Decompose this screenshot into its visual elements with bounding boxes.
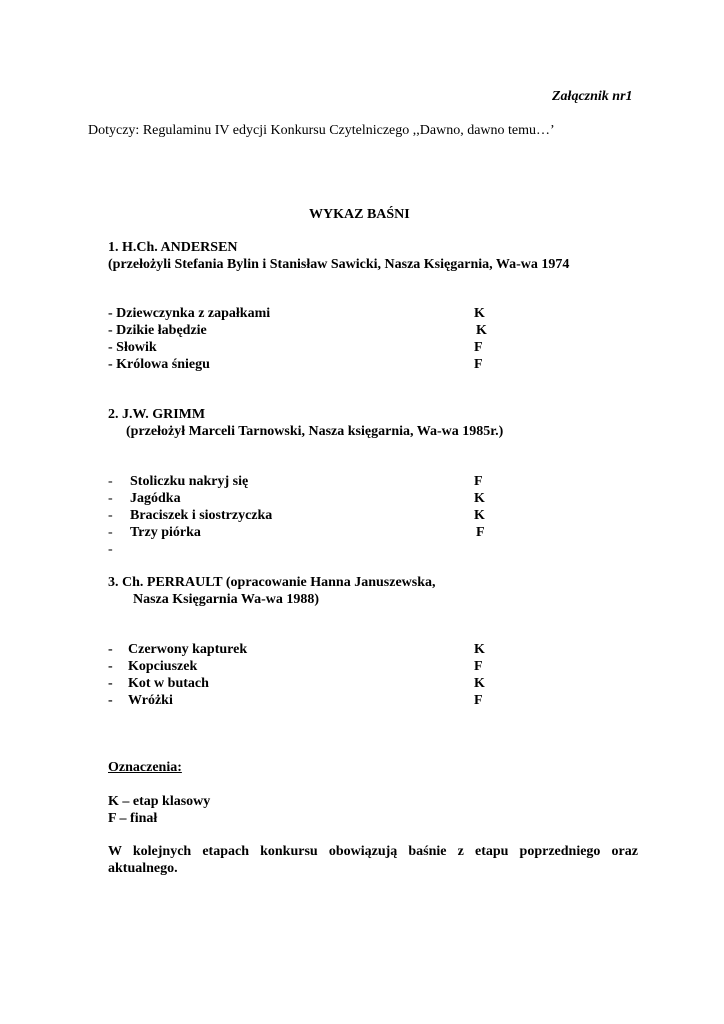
section-heading: 3. Ch. PERRAULT (opracowanie Hanna Januszewska,	[108, 575, 436, 590]
section-subheading: (przełożyli Stefania Bylin i Stanisław Sawicki, Nasza Księgarnia, Wa-wa 1974	[108, 257, 570, 272]
list-bullet: -	[108, 642, 113, 657]
list-item-stage: F	[474, 357, 483, 372]
list-item-stage: F	[474, 340, 483, 355]
list-item-stage: K	[474, 491, 485, 506]
list-bullet: -	[108, 693, 113, 708]
closing-note: W kolejnych etapach konkursu obowiązują baśnie z etapu poprzedniego oraz aktualnego.	[108, 844, 638, 876]
list-item-stage: K	[474, 642, 485, 657]
list-bullet: -	[108, 676, 113, 691]
list-item-stage: K	[474, 508, 485, 523]
list-item-stage: F	[474, 659, 483, 674]
list-item-stage: F	[474, 693, 483, 708]
list-item-stage: F	[474, 474, 483, 489]
list-item-stage: F	[476, 525, 485, 540]
concerning-line: Dotyczy: Regulaminu IV edycji Konkursu Czytelniczego ,,Dawno, dawno temu…’	[88, 123, 555, 138]
list-item-label: Wróżki	[128, 693, 173, 708]
list-item-label: - Słowik	[108, 340, 157, 355]
list-item-label: Czerwony kapturek	[128, 642, 248, 657]
annex-label: Załącznik nr1	[552, 89, 633, 104]
legend-f: F – finał	[108, 811, 158, 826]
list-item-label: - Królowa śniegu	[108, 357, 210, 372]
legend-heading: Oznaczenia:	[108, 760, 182, 775]
section-subheading: Nasza Księgarnia Wa-wa 1988)	[133, 592, 320, 607]
list-bullet: -	[108, 542, 113, 557]
list-item-label: Braciszek i siostrzyczka	[130, 508, 273, 523]
list-bullet: -	[108, 525, 113, 540]
list-bullet: -	[108, 474, 113, 489]
section-heading: 1. H.Ch. ANDERSEN	[108, 240, 238, 255]
section-heading: 2. J.W. GRIMM	[108, 407, 206, 422]
document-title: WYKAZ BAŚNI	[309, 207, 410, 222]
list-item-label: Kopciuszek	[128, 659, 198, 674]
list-bullet: -	[108, 491, 113, 506]
list-item-label: - Dziewczynka z zapałkami	[108, 306, 271, 321]
list-item-label: Trzy piórka	[130, 525, 201, 540]
list-item-stage: K	[474, 306, 485, 321]
legend-k: K – etap klasowy	[108, 794, 211, 809]
list-item-label: Kot w butach	[128, 676, 209, 691]
list-item-label: Jagódka	[130, 491, 181, 506]
list-item-label: - Dzikie łabędzie	[108, 323, 207, 338]
list-bullet: -	[108, 508, 113, 523]
list-item-stage: K	[474, 676, 485, 691]
list-item-stage: K	[476, 323, 487, 338]
list-item-label: Stoliczku nakryj się	[130, 474, 249, 489]
section-subheading: (przełożył Marceli Tarnowski, Nasza księgarnia, Wa-wa 1985r.)	[126, 424, 504, 439]
list-bullet: -	[108, 659, 113, 674]
